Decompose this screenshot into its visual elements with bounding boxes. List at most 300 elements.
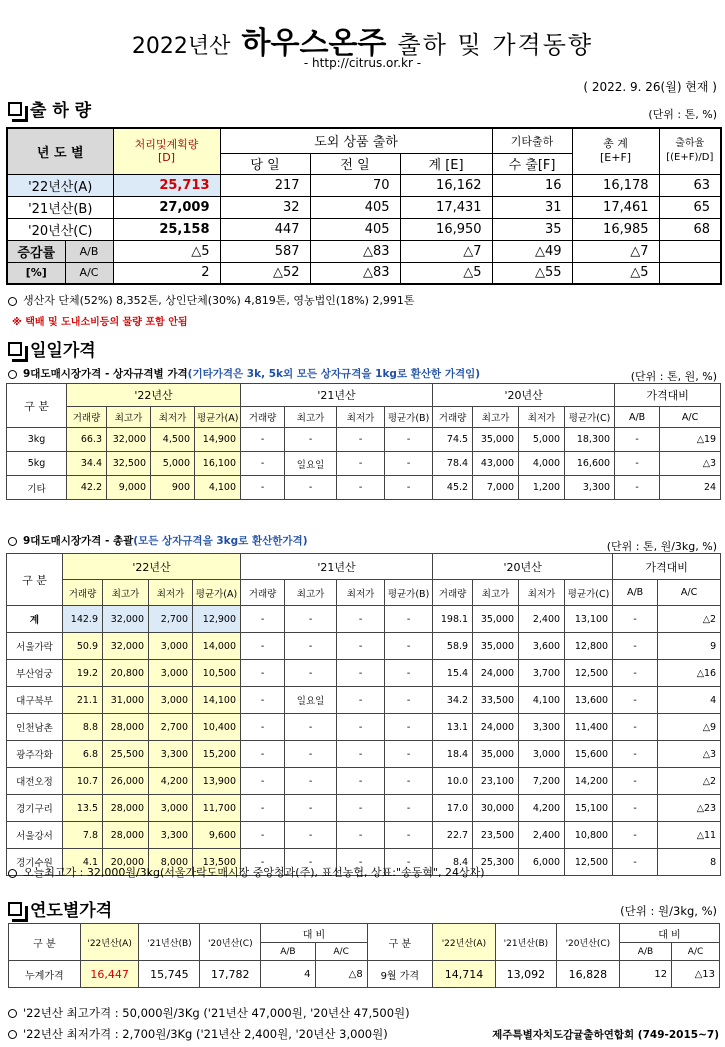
cell: 15.4 [433, 660, 473, 687]
header-year: 년 도 별 [7, 128, 113, 174]
table-row [7, 606, 721, 633]
cell: 8 [658, 849, 721, 876]
col-header: 평균가(C) [565, 407, 615, 428]
cell: 일요일 [285, 452, 337, 476]
cell: - [613, 633, 658, 660]
table-row [7, 795, 721, 822]
cell: - [385, 428, 433, 452]
unit-label: (단위 : 톤, 원/3kg, %) [606, 540, 717, 553]
header-gubun: 구 분 [9, 924, 81, 961]
cell: △2 [658, 768, 721, 795]
cell: 28,000 [103, 714, 149, 741]
note-text: '22년산 최고가격 : 50,000원/3Kg ('21년산 47,000원, '20년산 47,500원) [23, 1006, 410, 1020]
row-key: A/B [65, 240, 113, 262]
cell: 31,000 [103, 687, 149, 714]
cell: - [285, 633, 337, 660]
row-label: 인천남촌 [7, 714, 63, 741]
cell: 3,300 [565, 476, 615, 500]
cell: 17,431 [400, 196, 492, 218]
cell: 13.5 [63, 795, 103, 822]
cell: 4,200 [149, 768, 193, 795]
table-row [7, 768, 721, 795]
cell: 13,100 [565, 606, 613, 633]
header-c21: '21년산(B) [139, 924, 200, 961]
cell: 58.9 [433, 633, 473, 660]
cell: 7.8 [63, 822, 103, 849]
total-price-table [6, 553, 721, 876]
cell: 28,000 [103, 822, 149, 849]
row-label: 계 [7, 606, 63, 633]
col-header: 평균가(B) [385, 580, 433, 606]
cell: 405 [310, 218, 400, 240]
cell: △83 [310, 262, 400, 284]
cell: - [337, 822, 385, 849]
cell: - [285, 822, 337, 849]
cell: 35,000 [473, 428, 519, 452]
report-date: ( 2022. 9. 26(월) 현재 ) [583, 80, 717, 94]
table-row [7, 476, 721, 500]
cell: 12,500 [565, 660, 613, 687]
cell: 6,000 [519, 849, 565, 876]
cell: 14,000 [193, 633, 241, 660]
cell: △7 [400, 240, 492, 262]
cell: - [241, 606, 285, 633]
cell: 4,100 [519, 687, 565, 714]
cell: 63 [659, 174, 721, 196]
cell: 25,300 [473, 849, 519, 876]
header-y22: '22년산 [63, 554, 241, 580]
title-main: 하우스온주 [241, 26, 387, 61]
cell: - [285, 768, 337, 795]
checkbox-square-icon [8, 102, 22, 116]
cell: 10,400 [193, 714, 241, 741]
col-header: 거래량 [433, 580, 473, 606]
cell: △5 [113, 240, 220, 262]
subtitle-text: 9대도매시장가격 - 총괄 [23, 535, 134, 547]
col-header: 최고가 [285, 580, 337, 606]
cell: 9 [658, 633, 721, 660]
shipment-table [6, 127, 722, 285]
cell: 3,300 [519, 714, 565, 741]
table-row [7, 218, 721, 240]
cell: - [285, 795, 337, 822]
row-year: '22년산(A) [7, 174, 113, 196]
cell: 33,500 [473, 687, 519, 714]
row-key: A/C [65, 262, 113, 284]
row-label: 3kg [7, 428, 67, 452]
cell: 32,500 [107, 452, 151, 476]
header-gubun: 구 분 [367, 924, 432, 961]
circle-bullet-icon [8, 869, 17, 878]
cell: - [337, 741, 385, 768]
cell: 4,200 [519, 795, 565, 822]
cell: - [613, 768, 658, 795]
cell: - [385, 452, 433, 476]
table-row [7, 714, 721, 741]
row-label: 서울가락 [7, 633, 63, 660]
row-year: '21년산(B) [7, 196, 113, 218]
cell: - [241, 687, 285, 714]
cell: - [385, 660, 433, 687]
cell: 70 [310, 174, 400, 196]
header-ac: A/C [315, 943, 367, 961]
cell: 25,713 [113, 174, 220, 196]
col-header: 최저가 [151, 407, 195, 428]
yearly-price-table [8, 923, 720, 988]
cell: 32,000 [103, 606, 149, 633]
checkbox-square-icon [8, 342, 22, 356]
col-header: 최고가 [473, 580, 519, 606]
cell: 22.7 [433, 822, 473, 849]
row-label: 부산엄궁 [7, 660, 63, 687]
cell: 12,800 [565, 633, 613, 660]
cell: 8.8 [63, 714, 103, 741]
header-ab: A/B [261, 943, 315, 961]
header-cmp: 가격대비 [615, 384, 721, 407]
cell: 15,745 [139, 961, 200, 988]
col-header: 최저가 [337, 407, 385, 428]
cell: - [337, 714, 385, 741]
table-row [7, 633, 721, 660]
cell: 23,500 [473, 822, 519, 849]
row-label: 누계가격 [9, 961, 81, 988]
table-row [7, 174, 721, 196]
col-header: 거래량 [67, 407, 107, 428]
cell: - [615, 476, 660, 500]
table-row [7, 452, 721, 476]
cell: 14,900 [195, 428, 241, 452]
cell: 16,447 [80, 961, 139, 988]
section-label: 출 하 량 [30, 101, 92, 121]
cell: - [337, 660, 385, 687]
circle-bullet-icon [8, 370, 17, 379]
cell: - [615, 428, 660, 452]
cell: - [385, 849, 433, 876]
cell: - [285, 428, 337, 452]
cell [659, 240, 721, 262]
col-header: 최고가 [473, 407, 519, 428]
cell: 10.7 [63, 768, 103, 795]
organization-name: 제주특별자치도감귤출하연합회 (749-2015~7) [492, 1029, 719, 1041]
cell: 24 [660, 476, 721, 500]
cell: △2 [658, 606, 721, 633]
header-c22: '22년산(A) [432, 924, 495, 961]
header-y22: '22년산 [67, 384, 241, 407]
cell: 2,400 [519, 822, 565, 849]
cell: 17,461 [572, 196, 659, 218]
cell: - [385, 795, 433, 822]
row-label: 광주각화 [7, 741, 63, 768]
cell: 15,200 [193, 741, 241, 768]
subtitle-box-price [8, 366, 480, 381]
cell: 16,178 [572, 174, 659, 196]
row-label: 대전오정 [7, 768, 63, 795]
cell: 16,600 [565, 452, 615, 476]
cell: 10,500 [193, 660, 241, 687]
cell: 일요일 [285, 687, 337, 714]
section-shipment-title [8, 96, 91, 121]
header-ac: A/C [672, 943, 720, 961]
cell: 35,000 [473, 741, 519, 768]
title-rest: 출하 및 가격동향 [397, 31, 594, 59]
col-header: 최고가 [103, 580, 149, 606]
cell: 28,000 [103, 795, 149, 822]
cell: 78.4 [433, 452, 473, 476]
cell: 9,000 [107, 476, 151, 500]
cell: 7,000 [473, 476, 519, 500]
note-text: '22년산 최저가격 : 2,700원/3Kg ('21년산 2,400원, '20년산 3,000원) [23, 1027, 388, 1041]
cell: 11,400 [565, 714, 613, 741]
cell: △23 [658, 795, 721, 822]
cell: 24,000 [473, 714, 519, 741]
cell: 13,900 [193, 768, 241, 795]
header-cmp: 대 비 [619, 924, 719, 943]
box-price-table [6, 383, 721, 500]
row-label: [%] [7, 262, 65, 284]
cell: - [613, 687, 658, 714]
cell: 31 [492, 196, 572, 218]
header-c20: '20년산(C) [200, 924, 261, 961]
cell: 12,500 [565, 849, 613, 876]
cell: 2 [113, 262, 220, 284]
row-label: 서울강서 [7, 822, 63, 849]
col-header: A/B [615, 407, 660, 428]
cell: △3 [660, 452, 721, 476]
cell: 32 [220, 196, 310, 218]
header-cmp: 대 비 [261, 924, 368, 943]
delivery-note: ※ 택배 및 도내소비등의 물량 포함 안됨 [12, 317, 188, 328]
row-label: 경기구리 [7, 795, 63, 822]
cell: 2,700 [149, 714, 193, 741]
row-label: 대구북부 [7, 687, 63, 714]
cell: 405 [310, 196, 400, 218]
cell: - [613, 822, 658, 849]
cell: 13,500 [193, 849, 241, 876]
cell: 34.4 [67, 452, 107, 476]
cell: 16,950 [400, 218, 492, 240]
header-total: 총 계 [E+F] [572, 128, 659, 174]
cell: - [285, 741, 337, 768]
header-gubun: 구 분 [7, 554, 63, 606]
cell: 16,100 [195, 452, 241, 476]
table-row [7, 196, 721, 218]
cell: 65 [659, 196, 721, 218]
cell: 24,000 [473, 660, 519, 687]
cell: 3,300 [149, 822, 193, 849]
cell: 68 [659, 218, 721, 240]
cell: 13.1 [433, 714, 473, 741]
cell: △11 [658, 822, 721, 849]
header-c21: '21년산(B) [495, 924, 556, 961]
cell: - [337, 795, 385, 822]
cell: - [385, 714, 433, 741]
cell: 9,600 [193, 822, 241, 849]
col-header: 거래량 [433, 407, 473, 428]
col-header: 거래량 [63, 580, 103, 606]
cell: △83 [310, 240, 400, 262]
row-label: 9월 가격 [367, 961, 432, 988]
cell: 26,000 [103, 768, 149, 795]
producer-note [8, 292, 415, 308]
cell: △52 [220, 262, 310, 284]
header-y20: '20년산 [433, 384, 615, 407]
cell: 30,000 [473, 795, 519, 822]
cell: - [285, 849, 337, 876]
cell: - [385, 476, 433, 500]
cell: 142.9 [63, 606, 103, 633]
cell: 4,500 [151, 428, 195, 452]
subtitle-total-price [8, 533, 308, 548]
header-proc: 처리및계획량 [D] [113, 128, 220, 174]
note-text: 생산자 단체(52%) 8,352톤, 상인단체(30%) 4,819톤, 영농법인(18%) 2,991톤 [23, 294, 415, 307]
cell: 35 [492, 218, 572, 240]
table-row [9, 961, 720, 988]
cell: 13,092 [495, 961, 556, 988]
cell: 23,100 [473, 768, 519, 795]
table-row [7, 660, 721, 687]
col-header: 최고가 [107, 407, 151, 428]
col-header: 평균가(B) [385, 407, 433, 428]
cell: 35,000 [473, 606, 519, 633]
cell: 198.1 [433, 606, 473, 633]
col-header: 평균가(C) [565, 580, 613, 606]
today-high-note [8, 864, 485, 880]
header-out: 도외 상품 출하 [220, 128, 492, 153]
header-sum: 계 [E] [400, 153, 492, 174]
note-text: 오늘최고가 : 32,000원/3kg(서울가락도매시장 중앙청과(주), 표선농협, 상표:"송동혁", 24상자) [23, 866, 485, 879]
section-label: 연도별가격 [30, 901, 113, 921]
table-row [7, 741, 721, 768]
cell: △16 [658, 660, 721, 687]
cell: - [337, 768, 385, 795]
cell: 12,900 [193, 606, 241, 633]
cell: - [241, 822, 285, 849]
cell: 27,009 [113, 196, 220, 218]
cell: 32,000 [107, 428, 151, 452]
cell: 14,100 [193, 687, 241, 714]
cell: 3,000 [149, 633, 193, 660]
cell: 3,000 [149, 687, 193, 714]
cell: △49 [492, 240, 572, 262]
cell: 42.2 [67, 476, 107, 500]
cell: - [241, 768, 285, 795]
subtitle-note: (모든 상자규격을 3kg로 환산한가격) [133, 535, 308, 547]
cell: 14,200 [565, 768, 613, 795]
min-price-note [8, 1026, 388, 1042]
header-gubun: 구 분 [7, 384, 67, 428]
col-header: 거래량 [241, 407, 285, 428]
cell: 20,800 [103, 660, 149, 687]
cell: 5,000 [519, 428, 565, 452]
cell: - [337, 633, 385, 660]
cell: - [385, 687, 433, 714]
cell: 447 [220, 218, 310, 240]
cell: 5,000 [151, 452, 195, 476]
row-label: 기타 [7, 476, 67, 500]
table-row [7, 428, 721, 452]
row-label: 증감률 [7, 240, 65, 262]
cell: - [385, 822, 433, 849]
cell: 10,800 [565, 822, 613, 849]
cell: - [613, 849, 658, 876]
col-header: 최저가 [519, 580, 565, 606]
cell: 4 [658, 687, 721, 714]
header-supply: 수 출[F] [492, 153, 572, 174]
subtitle-text: 9대도매시장가격 - 상자규격별 가격 [23, 368, 188, 380]
table-row [7, 822, 721, 849]
cell: - [241, 452, 285, 476]
cell: 74.5 [433, 428, 473, 452]
cell: △5 [400, 262, 492, 284]
cell: 900 [151, 476, 195, 500]
cell: 2,400 [519, 606, 565, 633]
header-c20: '20년산(C) [556, 924, 619, 961]
table-row [7, 240, 721, 262]
cell: - [385, 768, 433, 795]
cell: 3,600 [519, 633, 565, 660]
cell: 34.2 [433, 687, 473, 714]
cell: 35,000 [473, 633, 519, 660]
cell: - [337, 428, 385, 452]
cell: 217 [220, 174, 310, 196]
cell: △7 [572, 240, 659, 262]
cell: 3,000 [149, 795, 193, 822]
col-header: A/C [660, 407, 721, 428]
cell: - [241, 795, 285, 822]
row-year: '20년산(C) [7, 218, 113, 240]
col-headers [7, 580, 721, 606]
cell: 6.8 [63, 741, 103, 768]
cell: - [613, 660, 658, 687]
cell: 3,300 [149, 741, 193, 768]
unit-label: (단위 : 원/3kg, %) [620, 904, 717, 918]
cell: - [615, 452, 660, 476]
cell: △55 [492, 262, 572, 284]
cell: 45.2 [433, 476, 473, 500]
cell: 18.4 [433, 741, 473, 768]
col-header: 최저가 [149, 580, 193, 606]
cell: - [613, 714, 658, 741]
cell: - [337, 476, 385, 500]
cell: - [285, 714, 337, 741]
cell: - [385, 633, 433, 660]
cell: 66.3 [67, 428, 107, 452]
row-label: 5kg [7, 452, 67, 476]
unit-label: (단위 : 톤, %) [648, 108, 717, 121]
header-prev: 전 일 [310, 153, 400, 174]
col-header: 최고가 [285, 407, 337, 428]
cell: 17.0 [433, 795, 473, 822]
header-y20: '20년산 [433, 554, 613, 580]
cell: - [385, 741, 433, 768]
cell: △8 [315, 961, 367, 988]
cell: △3 [658, 741, 721, 768]
cell: 21.1 [63, 687, 103, 714]
cell: 8,000 [149, 849, 193, 876]
cell: 25,500 [103, 741, 149, 768]
cell: 25,158 [113, 218, 220, 240]
cell: 32,000 [103, 633, 149, 660]
cell: 4,000 [519, 452, 565, 476]
cell: - [285, 660, 337, 687]
title-year: 2022년산 [131, 34, 231, 59]
cell: 16 [492, 174, 572, 196]
header-ab: A/B [619, 943, 671, 961]
cell: - [337, 606, 385, 633]
cell: 2,700 [149, 606, 193, 633]
cell: 16,828 [556, 961, 619, 988]
subtitle-note: (기타가격은 3k, 5k외 모든 상자규격을 1kg로 환산한 가격임) [187, 368, 481, 380]
